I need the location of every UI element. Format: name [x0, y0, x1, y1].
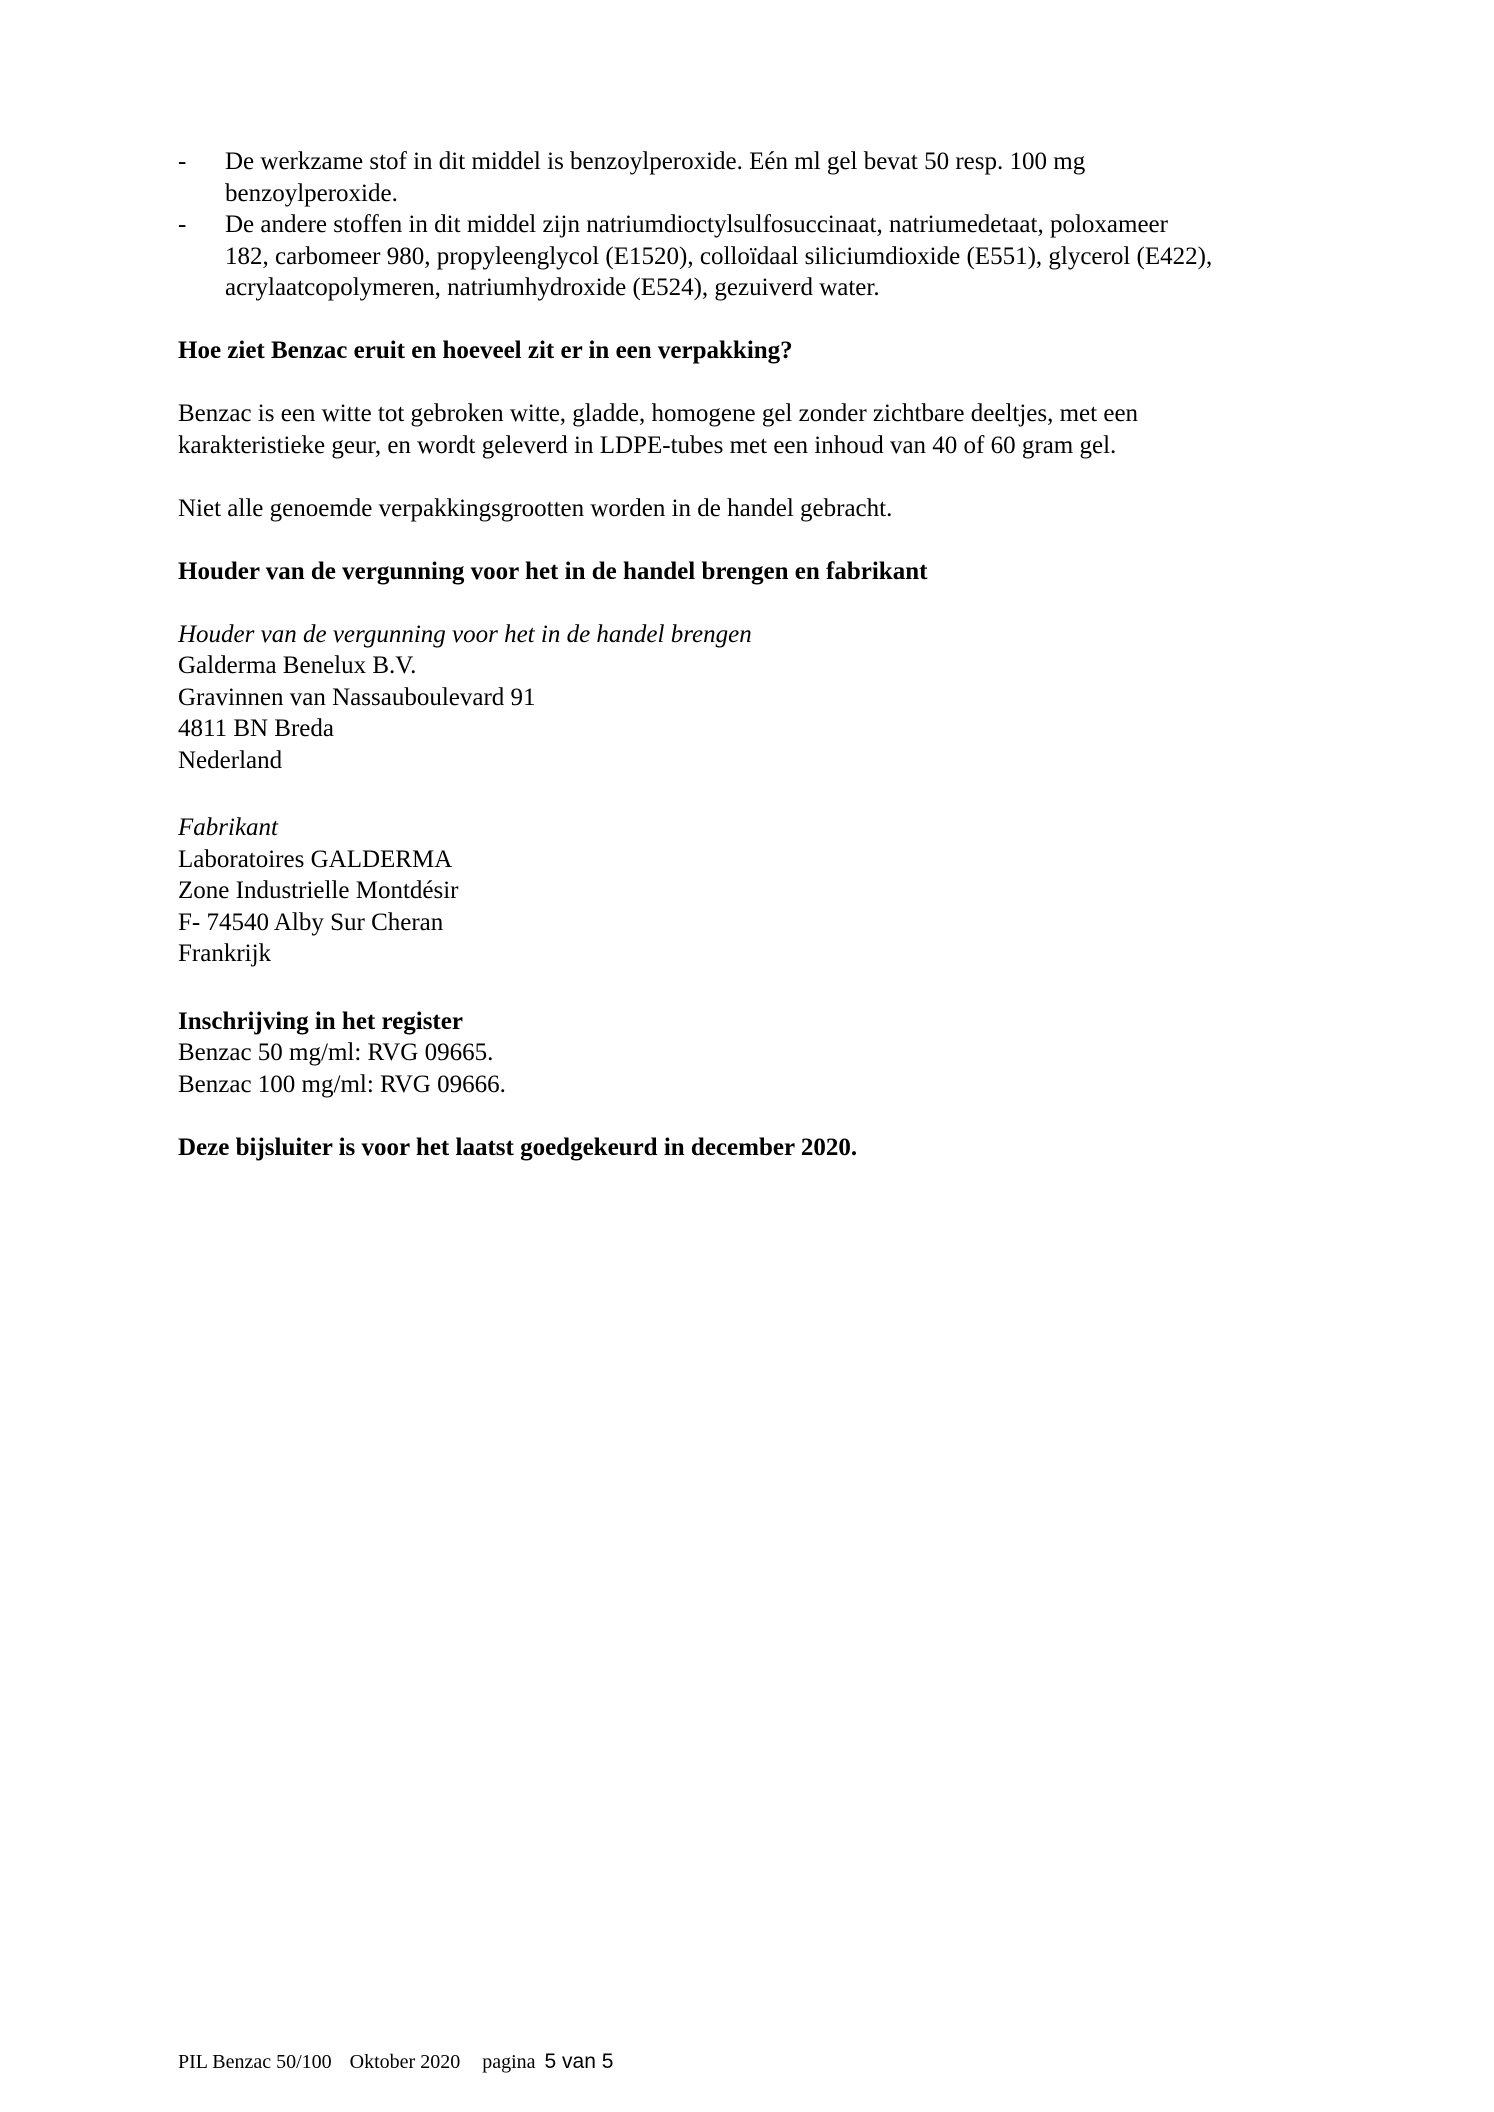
- address-line: F- 74540 Alby Sur Cheran: [178, 908, 444, 936]
- text-line: 182, carbomeer 980, propyleenglycol (E1520), colloïdaal siliciumdioxide (E551), glycerol (E422),: [225, 242, 1213, 270]
- text-line: Niet alle genoemde verpakkingsgrootten worden in de handel gebracht.: [178, 494, 893, 522]
- footer-page-number: 5 van 5: [544, 2050, 614, 2073]
- registration-entry: Benzac 50 mg/ml: RVG 09665.: [178, 1039, 494, 1066]
- bullet-marker: -: [178, 148, 187, 175]
- address-line: Laboratoires GALDERMA: [178, 845, 453, 873]
- registration-block: [178, 1006, 1338, 1101]
- address-line: Frankrijk: [178, 940, 272, 967]
- approval-note-block: [178, 1132, 1338, 1164]
- holder-label: Houder van de vergunning voor het in de handel brengen: [178, 620, 752, 648]
- list-item-continuation: [178, 272, 1338, 304]
- section-heading: Houder van de vergunning voor het in de handel brengen en fabrikant: [178, 557, 928, 585]
- holder-address-block: [178, 619, 1338, 777]
- section-heading: Inschrijving in het register: [178, 1007, 463, 1035]
- manufacturer-address-block: [178, 812, 1338, 970]
- bullet-marker-empty: [178, 178, 225, 210]
- text-line: acrylaatcopolymeren, natriumhydroxide (E524), gezuiverd water.: [225, 274, 880, 301]
- footer-date: Oktober 2020: [349, 2051, 461, 2073]
- address-line: 4811 BN Breda: [178, 715, 334, 742]
- registration-entry: Benzac 100 mg/ml: RVG 09666.: [178, 1070, 506, 1098]
- footer-doc-ref: PIL Benzac 50/100: [178, 2051, 332, 2073]
- bullet-marker: -: [178, 211, 187, 238]
- composition-bullet-list: [178, 146, 1338, 304]
- text-line: benzoylperoxide.: [225, 179, 398, 207]
- bullet-marker-empty: [178, 241, 225, 273]
- address-line: Zone Industrielle Montdésir: [178, 877, 459, 904]
- text-line: karakteristieke geur, en wordt geleverd in LDPE-tubes met een inhoud van 40 of 60 gram gel.: [178, 431, 1117, 459]
- page-footer: [178, 2050, 613, 2074]
- marketing-section-heading: [178, 556, 1338, 588]
- text-line: De andere stoffen in dit middel zijn natriumdioctylsulfosuccinaat, natriumedetaat, poloxameer: [225, 211, 1168, 238]
- list-item: [178, 146, 1338, 178]
- pack-sizes-paragraph: [178, 493, 1338, 525]
- address-line: Nederland: [178, 746, 283, 774]
- list-item-continuation: [178, 241, 1338, 273]
- text-line: De werkzame stof in dit middel is benzoylperoxide. Eén ml gel bevat 50 resp. 100 mg: [225, 148, 1086, 175]
- footer-page-word: pagina: [482, 2051, 536, 2073]
- manufacturer-label: Fabrikant: [178, 814, 278, 841]
- bullet-marker-empty: [178, 272, 225, 304]
- text-line: Benzac is een witte tot gebroken witte, gladde, homogene gel zonder zichtbare deeltjes, met een: [178, 400, 1139, 427]
- page-content: [178, 146, 1338, 1163]
- approval-note: Deze bijsluiter is voor het laatst goedgekeurd in december 2020.: [178, 1133, 858, 1161]
- section-heading: Hoe ziet Benzac eruit en hoeveel zit er in een verpakking?: [178, 337, 793, 364]
- address-line: Galderma Benelux B.V.: [178, 652, 417, 679]
- address-line: Gravinnen van Nassauboulevard 91: [178, 683, 536, 711]
- appearance-paragraph: [178, 398, 1338, 461]
- list-item-continuation: [178, 178, 1338, 210]
- appearance-section-heading: [178, 335, 1338, 367]
- list-item: [178, 209, 1338, 241]
